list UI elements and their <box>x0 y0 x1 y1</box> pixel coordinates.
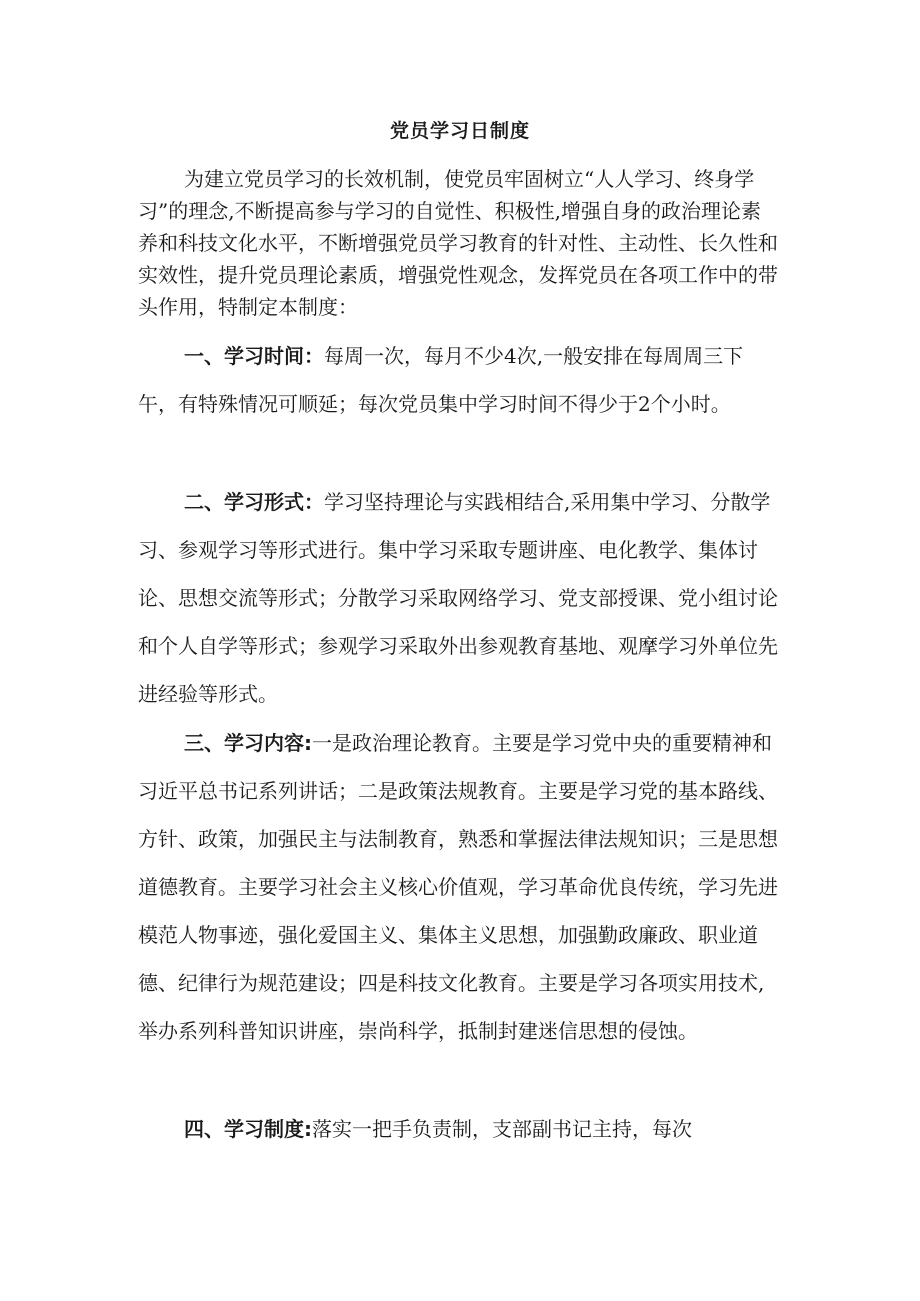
intro-text: 为建立党员学习的长效机制，使党员牢固树立“人人学习、终身学习”的理念,不断提高参与学习的自觉性、积极性,增强自身的政治理论素养和科技文化水平，不断增强党员学习教育的针对性、主动性、长久性和实效性，提升党员理论素质，增强党性观念，发挥党员在各项工作中的带头作用，特制定本制度： <box>138 167 778 319</box>
section-label: 一、学习时间： <box>184 344 324 368</box>
section-study-system <box>138 1105 778 1153</box>
section-label: 二、学习形式： <box>184 490 324 514</box>
section-text: 学习坚持理论与实践相结合,采用集中学习、分散学习、参观学习等形式进行。集中学习采取专题讲座、电化教学、集体讨论、思想交流等形式；分散学习采取网络学习、党支部授课、党小组讨论和个人自学等形式；参观学习采取外出参观教育基地、观摩学习外单位先进经验等形式。 <box>138 490 778 706</box>
intro-paragraph <box>138 163 778 323</box>
section-study-time <box>138 332 778 428</box>
section-label: 四、学习制度: <box>184 1117 312 1141</box>
section-text: 一是政治理论教育。主要是学习党中央的重要精神和习近平总书记系列讲话；二是政策法规教育。主要是学习党的基本路线、方针、政策，加强民主与法制教育，熟悉和掌握法律法规知识；三是思想道德教育。主要学习社会主义核心价值观，学习革命优良传统，学习先进模范人物事迹，强化爱国主义、集体主义思想，加强勤政廉政、职业道德、纪律行为规范建设；四是科技文化教育。主要是学习各项实用技术,举办系列科普知识讲座，崇尚科学，抵制封建迷信思想的侵蚀。 <box>138 731 778 1043</box>
document-title: 党员学习日制度 <box>389 120 530 142</box>
section-label: 三、学习内容: <box>184 731 312 755</box>
section-study-content <box>138 719 778 1055</box>
section-study-form <box>138 478 778 718</box>
section-text: 落实一把手负责制，支部副书记主持，每次 <box>312 1117 692 1141</box>
section-text: 每周一次，每月不少4次,一般安排在每周周三下午，有特殊情况可顺延；每次党员集中学习时间不得少于2个小时。 <box>138 344 744 416</box>
